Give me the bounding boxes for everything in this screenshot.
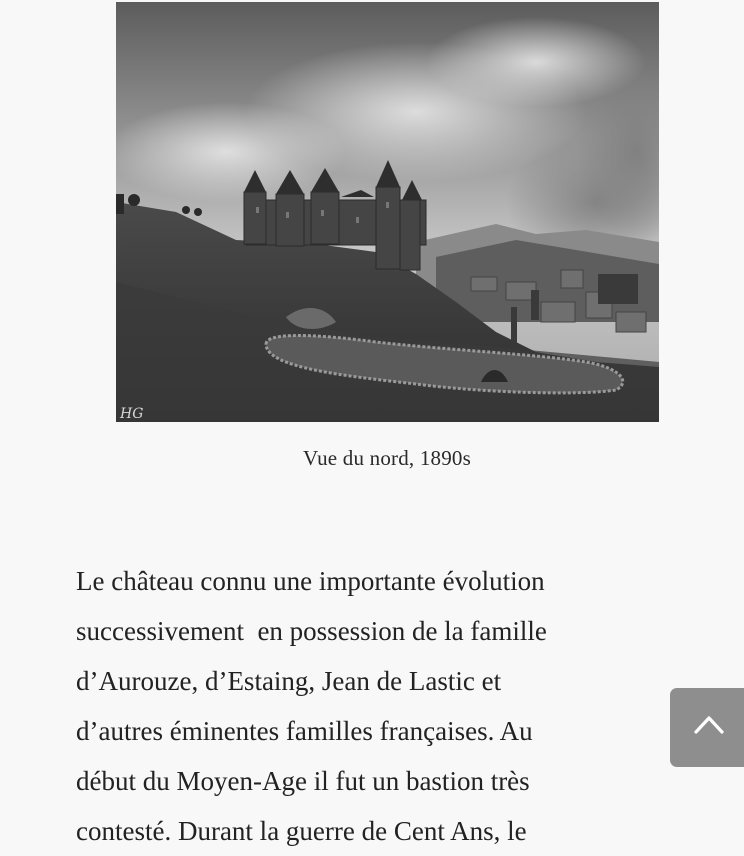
photo-caption: Vue du nord, 1890s	[303, 446, 471, 470]
article-line: successivement en possession de la famille	[76, 616, 547, 646]
article-body	[76, 556, 676, 856]
article-line: début du Moyen-Age il fut un bastion très	[76, 766, 530, 796]
article-line: Le château connu une importante évolution	[76, 566, 545, 596]
article-line: d’Aurouze, d’Estaing, Jean de Lastic et	[76, 666, 502, 696]
chevron-up-icon	[694, 713, 724, 735]
svg-text:HG: HG	[120, 406, 144, 422]
article-line: d’autres éminentes familles françaises. Au	[76, 716, 533, 746]
article-line: contesté. Durant la guerre de Cent Ans, le	[76, 816, 527, 846]
back-to-top-button[interactable]	[670, 688, 744, 767]
castle-photo	[116, 2, 659, 422]
